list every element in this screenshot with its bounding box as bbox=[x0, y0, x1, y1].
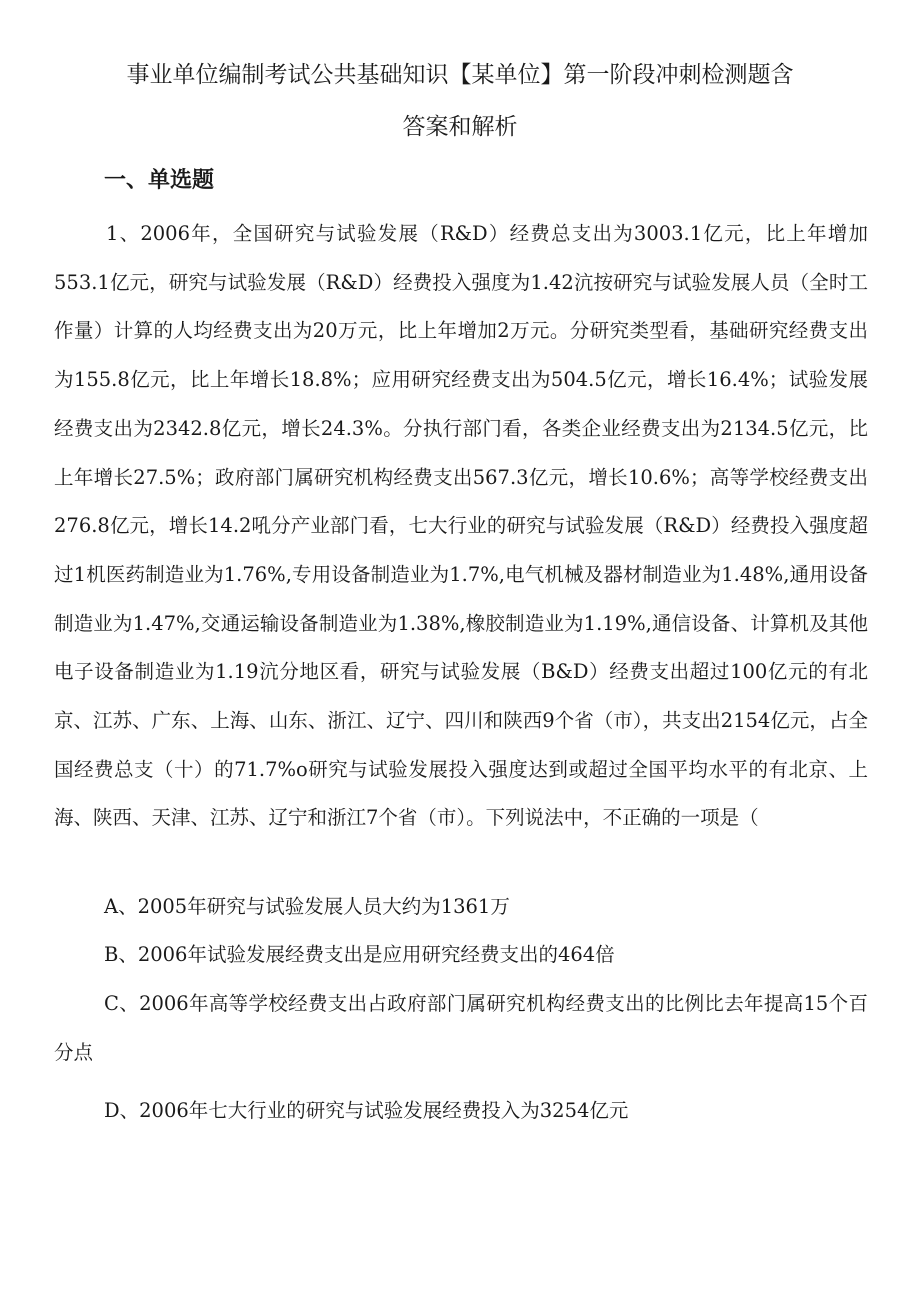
option-c: C、2006年高等学校经费支出占政府部门属研究机构经费支出的比例比去年提高15个百分点 bbox=[54, 992, 868, 1064]
question-stem: 1、2006年，全国研究与试验发展（R&D）经费总支出为3003.1亿元，比上年增加553.1亿元，研究与试验发展（R&D）经费投入强度为1.42沆按研究与试验发展人员（全时工作量）计算的人均经费支出为20万元，比上年增加2万元。分研究类型看，基础研究经费支出为155.8亿元，比上年增长18.8%；应用研究经费支出为504.5亿元，增长16.4%；试验发展经费支出为2342.8亿元，增长24.3%。分执行部门看，各类企业经费支出为2134.5亿元，比上年增长27.5%；政府部门属研究机构经费支出567.3亿元，增长10.6%；高等学校经费支出276.8亿元，增长14.2吼分产业部门看，七大行业的研究与试验发展（R&D）经费投入强度超过1机医药制造业为1.76%,专用设备制造业为1.7%,电气机械及器材制造业为1.48%,通用设备制造业为1.47%,交通运输设备制造业为1.38%,橡胶制造业为1.19%,通信设备、计算机及其他电子设备制造业为1.19沆分地区看，研究与试验发展（B&D）经费支出超过100亿元的有北京、江苏、广东、上海、山东、浙江、辽宁、四川和陕西9个省（市），共支出2154亿元，占全国经费总支（十）的71.7%o研究与试验发展投入强度达到或超过全国平均水平的有北京、上海、陕西、天津、江苏、辽宁和浙江7个省（市）。下列说法中，不正确的一项是（ bbox=[54, 222, 868, 830]
option-d: D、2006年七大行业的研究与试验发展经费投入为3254亿元 bbox=[104, 1099, 629, 1122]
document-title-line-1: 事业单位编制考试公共基础知识【某单位】第一阶段冲刺检测题含 bbox=[126, 62, 794, 88]
option-b: B、2006年试验发展经费支出是应用研究经费支出的464倍 bbox=[104, 943, 615, 966]
option-a: A、2005年研究与试验发展人员大约为1361万 bbox=[104, 895, 510, 918]
document-title-line-2: 答案和解析 bbox=[402, 114, 518, 140]
section-heading: 一、单选题 bbox=[104, 168, 215, 193]
